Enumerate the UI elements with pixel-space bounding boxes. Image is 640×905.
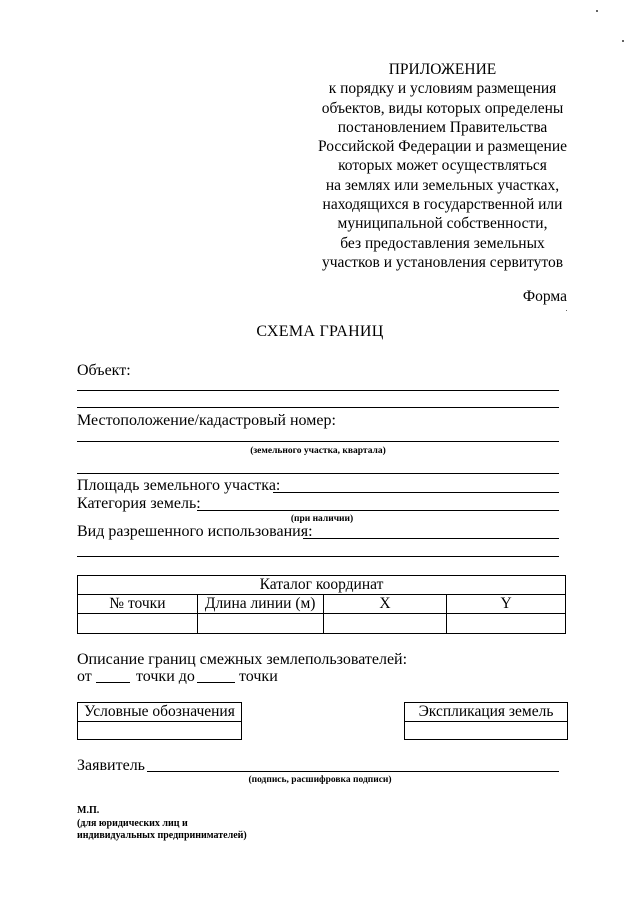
location-hint: (земельного участка, квартала) — [250, 446, 386, 456]
applicant-label: Заявитель — [77, 757, 145, 774]
category-input-line[interactable] — [197, 510, 559, 511]
location-input-line[interactable] — [77, 441, 559, 442]
category-label: Категория земель: — [77, 495, 201, 512]
from-point-input-line[interactable] — [96, 682, 130, 683]
scan-speck — [596, 10, 598, 12]
appendix-line: на землях или земельных участках, — [325, 176, 560, 194]
appendix-line: которых может осуществляться — [338, 157, 547, 175]
legend-box-title: Условные обозначения — [78, 703, 241, 722]
applicant-hint: (подпись, расшифровка подписи) — [248, 775, 392, 785]
column-header-x: X — [323, 595, 447, 614]
to-point-input-line[interactable] — [197, 682, 235, 683]
legend-box — [77, 702, 242, 740]
x-cell[interactable] — [323, 614, 447, 634]
usage-input-line-2[interactable] — [77, 556, 559, 557]
appendix-title: ПРИЛОЖЕНИЕ — [388, 61, 497, 78]
appendix-header — [300, 60, 585, 272]
area-label: Площадь земельного участка: — [77, 477, 281, 494]
category-hint: (при наличии) — [290, 514, 354, 524]
form-label: Форма — [522, 288, 567, 305]
line-length-cell[interactable] — [197, 614, 323, 634]
appendix-line: муниципальной собственности, — [337, 215, 548, 233]
points-to-label: точки до — [136, 668, 195, 685]
location-label: Местоположение/кадастровый номер: — [77, 412, 336, 429]
coordinates-table-title: Каталог координат — [78, 576, 566, 595]
object-input-line[interactable] — [77, 390, 559, 391]
borders-from-label: от — [77, 668, 92, 685]
stamp-note-line-2: индивидуальных предпринимателей) — [77, 830, 247, 841]
object-label: Объект: — [77, 362, 131, 379]
column-header-y: Y — [447, 595, 566, 614]
object-input-line-2[interactable] — [77, 407, 559, 408]
stamp-label: М.П. — [77, 805, 100, 816]
y-cell[interactable] — [447, 614, 566, 634]
appendix-line: без предоставления земельных — [340, 234, 545, 252]
scan-speck — [622, 40, 624, 42]
scan-speck — [566, 310, 567, 311]
coordinates-table — [77, 575, 566, 634]
points-label: точки — [239, 668, 278, 685]
area-input-line[interactable] — [273, 492, 559, 493]
applicant-signature-line[interactable] — [147, 771, 559, 772]
page-title: СХЕМА ГРАНИЦ — [256, 323, 384, 340]
appendix-line: Российской Федерации и размещение — [317, 138, 567, 156]
explication-box — [404, 702, 568, 740]
usage-label: Вид разрешенного использования: — [77, 523, 313, 540]
usage-input-line[interactable] — [303, 538, 559, 539]
borders-label: Описание границ смежных землепользователей: — [77, 651, 408, 668]
appendix-line: участков и установления сервитутов — [321, 253, 564, 271]
appendix-line: постановлением Правительства — [337, 118, 548, 136]
explication-box-title: Экспликация земель — [405, 703, 567, 722]
column-header-line-length: Длина линии (м) — [197, 595, 323, 614]
stamp-note-line-1: (для юридических лиц и — [77, 818, 188, 829]
point-number-cell[interactable] — [78, 614, 198, 634]
appendix-line: находящихся в государственной или — [322, 196, 563, 214]
appendix-line: к порядку и условиям размещения — [328, 80, 557, 98]
appendix-line: объектов, виды которых определены — [321, 99, 564, 117]
location-input-line-2[interactable] — [77, 473, 559, 474]
column-header-point-number: № точки — [78, 595, 198, 614]
